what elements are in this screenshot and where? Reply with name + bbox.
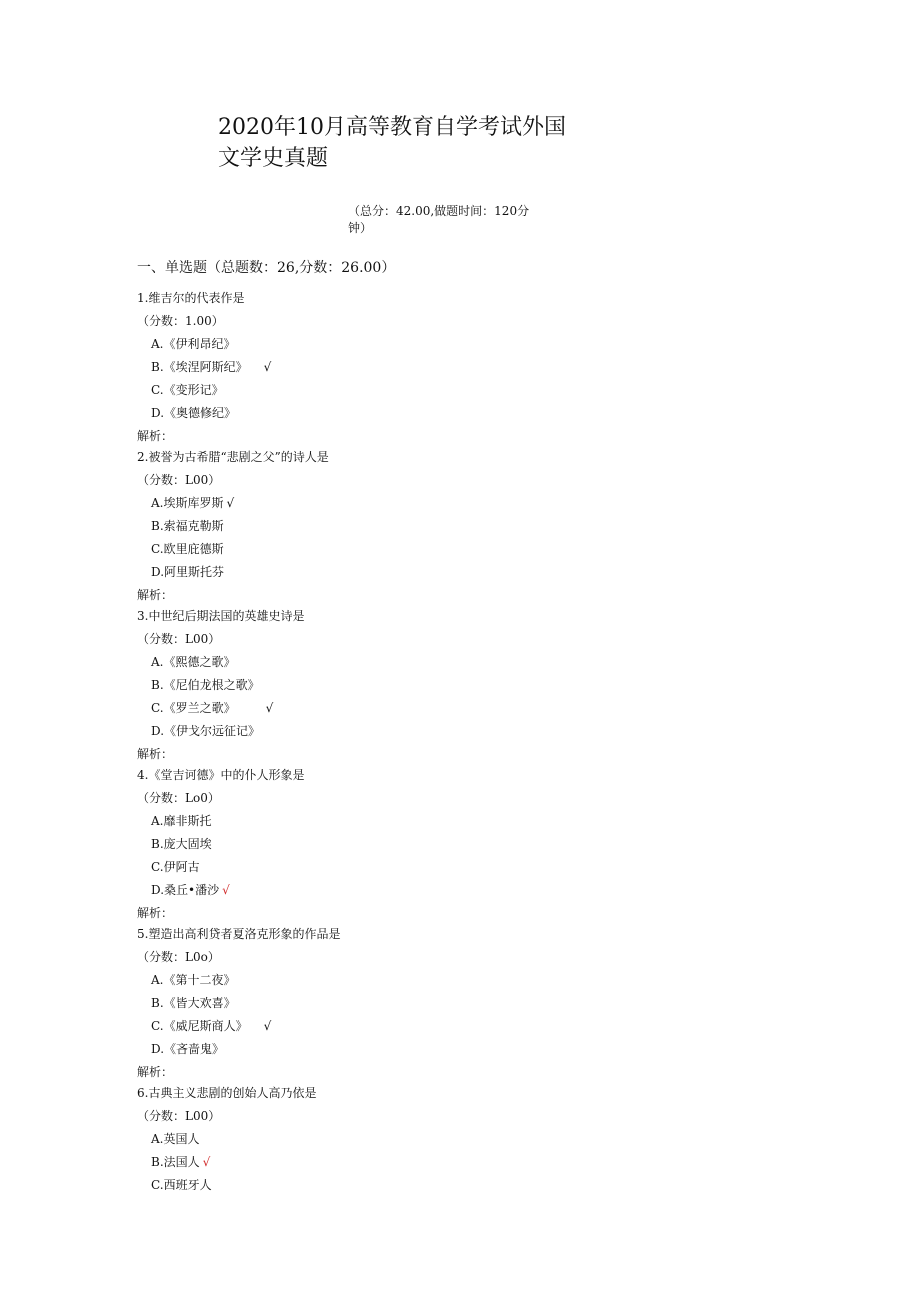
analysis-label: 解析： <box>137 588 174 602</box>
question-stem: 5.塑造出高利贷者夏洛克形象的作品是 <box>137 927 341 941</box>
question-score: （分数：Lo0） <box>137 791 220 805</box>
question-stem: 4.《堂吉诃德》中的仆人形象是 <box>137 768 305 782</box>
option-a: A.《伊利昂纪》 <box>151 337 236 351</box>
option-c-text: C.《威尼斯商人》 <box>151 1019 248 1033</box>
question-score: （分数：L00） <box>137 1109 221 1123</box>
section-heading: 一、单选题（总题数：26,分数：26.00） <box>137 260 396 276</box>
question-score: （分数：1.00） <box>137 314 224 328</box>
correct-check-mark: √ <box>263 360 272 374</box>
option-c: C.伊阿古 <box>151 860 200 874</box>
document-title <box>218 112 578 174</box>
option-c: C.《变形记》 <box>151 383 224 397</box>
analysis-label: 解析： <box>137 429 174 443</box>
option-a: A.《熙德之歌》 <box>151 655 236 669</box>
question-stem: 1.维吉尔的代表作是 <box>137 291 245 305</box>
meta-line-1: （总分：42.00,做题时间：120分 <box>348 204 530 218</box>
option-d: D.《伊戈尔远征记》 <box>151 724 261 738</box>
option-b: B.《尼伯龙根之歌》 <box>151 678 260 692</box>
option-a: A.《第十二夜》 <box>151 973 236 987</box>
option-a: A.英国人 <box>151 1132 200 1146</box>
option-b <box>151 357 271 377</box>
question-stem: 3.中世纪后期法国的英雄史诗是 <box>137 609 305 623</box>
question-score: （分数：L00） <box>137 473 221 487</box>
option-c: C.欧里庇德斯 <box>151 542 224 556</box>
option-a <box>151 493 234 513</box>
option-d <box>151 880 230 900</box>
question-stem: 6.古典主义悲剧的创始人高乃依是 <box>137 1086 317 1100</box>
exam-meta <box>348 203 568 237</box>
title-line-1: 2020年10月高等教育自学考试外国 <box>218 115 566 140</box>
meta-line-2: 钟） <box>348 221 373 235</box>
option-d: D.《吝啬鬼》 <box>151 1042 225 1056</box>
analysis-label: 解析： <box>137 1065 174 1079</box>
option-d: D.阿里斯托芬 <box>151 565 225 579</box>
option-d: D.《奥德修纪》 <box>151 406 237 420</box>
analysis-label: 解析： <box>137 906 174 920</box>
option-c: C.西班牙人 <box>151 1178 212 1192</box>
option-b <box>151 1152 210 1172</box>
option-b-text: B.《埃涅阿斯纪》 <box>151 360 248 374</box>
correct-check-mark: √ <box>222 883 230 897</box>
correct-check-mark: √ <box>263 1019 272 1033</box>
correct-check-mark: √ <box>226 496 235 510</box>
option-b: B.《皆大欢喜》 <box>151 996 236 1010</box>
question-score: （分数：L0o） <box>137 950 220 964</box>
option-a-text: A.埃斯库罗斯 <box>151 496 224 510</box>
option-b: B.庞大固埃 <box>151 837 212 851</box>
option-b-text: B.法国人 <box>151 1155 200 1169</box>
option-c-text: C.《罗兰之歌》 <box>151 701 236 715</box>
correct-check-mark: √ <box>265 701 274 715</box>
question-score: （分数：L00） <box>137 632 221 646</box>
correct-check-mark: √ <box>202 1155 211 1169</box>
option-b: B.索福克勒斯 <box>151 519 224 533</box>
question-stem: 2.被誉为古希腊“悲剧之父”的诗人是 <box>137 450 329 464</box>
title-line-2: 文学史真题 <box>218 146 329 171</box>
analysis-label: 解析： <box>137 747 174 761</box>
option-c <box>151 698 273 718</box>
option-a: A.靡非斯托 <box>151 814 212 828</box>
option-c <box>151 1016 271 1036</box>
option-d-text: D.桑丘•潘沙 <box>151 883 220 897</box>
